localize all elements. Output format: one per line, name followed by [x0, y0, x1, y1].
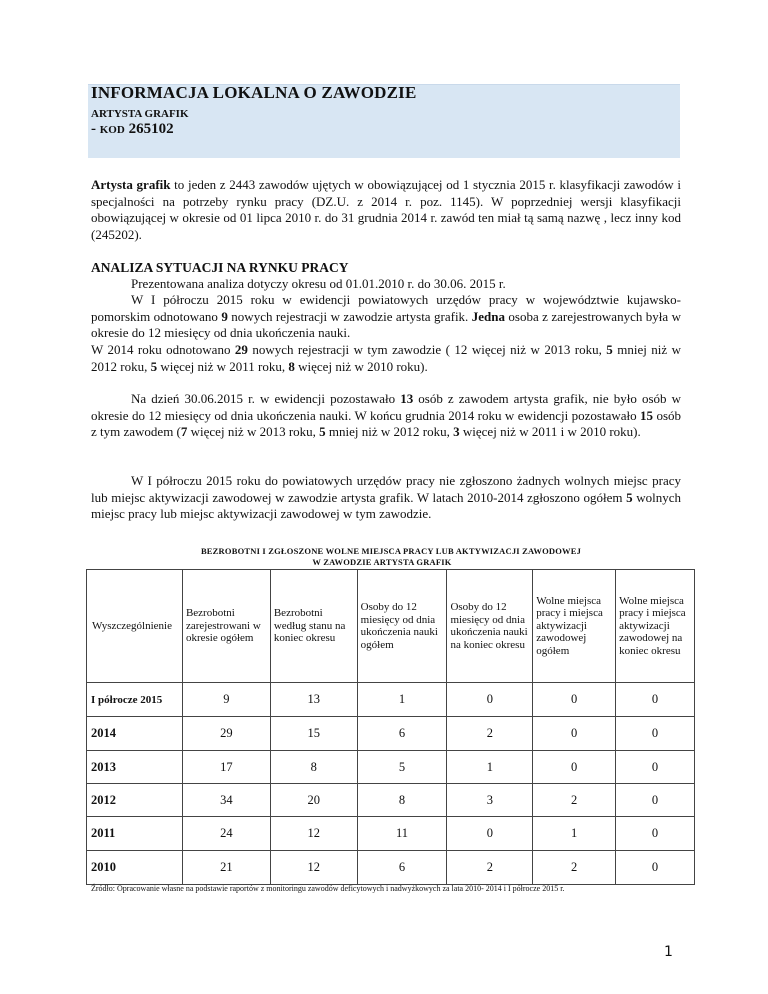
table-cell: 2: [447, 851, 533, 885]
table-cell: 0: [533, 683, 616, 717]
table-cell: 13: [270, 683, 357, 717]
table-cell: 6: [357, 851, 447, 885]
header-cell: Bezrobotni według stanu na koniec okresu: [270, 570, 357, 683]
p3-text-a: W 2014 roku odnotowano: [91, 342, 235, 357]
table-cell: 0: [616, 683, 695, 717]
table-row: [87, 784, 695, 817]
analysis-title: ANALIZA SYTUACJI NA RYNKU PRACY: [91, 260, 349, 275]
p3-num-4: 8: [288, 358, 295, 374]
source-note: Źródło: Opracowanie własne na podstawie raportów z monitoringu zawodów deficytowych i nadwyżkowych za lata 2010- 2014 i I półrocze 2015 r.: [91, 884, 565, 893]
header-cell: Wolne miejsca pracy i miejsca aktywizacji zawodowej na koniec okresu: [616, 570, 695, 683]
header-cell: Osoby do 12 miesięcy od dnia ukończenia nauki na koniec okresu: [447, 570, 533, 683]
table-cell: 1: [533, 817, 616, 851]
p4-text-c: osób z tym zawodem (: [91, 407, 682, 439]
row-label: 2013: [87, 751, 183, 784]
intro-text: to jeden z 2443 zawodów ujętych w obowiązującej od 1 stycznia 2015 r. klasyfikacji zawodów i specjalności na potrzeby rynku pracy (DZ.U. z 2014 r. poz. 1145). W poprzedniej wersji klasyfikacji obowiązującej w okresie od 01 lipca 2010 r. do 31 grudnia 2014 r. zawód ten miał tą samą nazwę , lecz inny kod (245202).: [91, 177, 681, 242]
intro-lead: Artysta grafik: [91, 177, 171, 192]
table-cell: 15: [270, 717, 357, 751]
table-cell: 11: [357, 817, 447, 851]
analysis-p1: Prezentowana analiza dotyczy okresu od 01.01.2010 r. do 30.06. 2015 r.: [131, 276, 506, 291]
table-cell: 12: [270, 817, 357, 851]
table-cell: 17: [182, 751, 270, 784]
table-cell: 29: [182, 717, 270, 751]
p4-num-2: 15: [640, 407, 654, 423]
row-label: 2010: [87, 851, 183, 885]
table-cell: 12: [270, 851, 357, 885]
analysis-p4: [91, 391, 681, 441]
table-cell: 34: [182, 784, 270, 817]
p4-num-4: 5: [319, 424, 326, 439]
table-cell: 8: [270, 751, 357, 784]
table-cell: 0: [616, 784, 695, 817]
p5-num-1: 5: [626, 489, 633, 505]
document-title: INFORMACJA LOKALNA O ZAWODZIE: [91, 83, 417, 102]
table-row: [87, 717, 695, 751]
table-cell: 0: [447, 683, 533, 717]
p4-text-b: osób z zawodem artysta grafik, nie było osób w okresie do 12 miesięcy od dnia ukończenia nauki. W końcu grudnia 2014 roku w ewidencji pozostawało: [91, 391, 681, 423]
p4-num-5: 3: [453, 424, 460, 439]
analysis-p3: [91, 342, 681, 375]
p4-text-d: więcej niż w 2013 roku,: [187, 424, 320, 439]
p2-text-b: nowych rejestracji w zawodzie artysta grafik.: [227, 308, 472, 324]
table-row: [87, 851, 695, 885]
row-label: 2011: [87, 817, 183, 851]
table-cell: 1: [357, 683, 447, 717]
p5-text-a: W I półroczu 2015 roku do powiatowych urzędów pracy nie zgłoszono żadnych wolnych miejsc pracy lub miejsc aktywizacji zawodowej w zawodzie artysta grafik. W latach 2010-2014 zgłoszono ogółem: [91, 473, 681, 505]
p4-text-f: więcej niż w 2011 i w 2010 roku).: [459, 424, 641, 439]
table-cell: 0: [616, 817, 695, 851]
analysis-p2: [91, 292, 681, 342]
table-cell: 2: [447, 717, 533, 751]
table-cell: 8: [357, 784, 447, 817]
p4-text-a: Na dzień 30.06.2015 r. w ewidencji pozostawało: [131, 391, 401, 406]
table-row: [87, 817, 695, 851]
table-cell: 1: [447, 751, 533, 784]
table-cell: 3: [447, 784, 533, 817]
table-cell: 0: [533, 717, 616, 751]
table-cell: 9: [182, 683, 270, 717]
header-cell: Wyszczególnienie: [87, 570, 183, 683]
p4-num-3: 7: [180, 424, 188, 439]
header-cell: Bezrobotni zarejestrowani w okresie ogółem: [182, 570, 270, 683]
p3-text-e: więcej niż w 2010 roku).: [294, 358, 428, 374]
table-cell: 0: [616, 851, 695, 885]
p4-num-1: 13: [400, 391, 414, 406]
document-subtitle: ARTYSTA GRAFIK: [91, 108, 189, 120]
row-label: I półrocze 2015: [87, 683, 183, 717]
code-value: 265102: [124, 121, 174, 137]
data-table: [86, 569, 695, 885]
row-label: 2012: [87, 784, 183, 817]
table-cell: 0: [616, 751, 695, 784]
table-cell: 20: [270, 784, 357, 817]
table-row: [87, 683, 695, 717]
p2-text-c: osoba z zarejestrowanych była w okresie do 12 miesięcy od dnia ukończenia nauki.: [91, 308, 681, 340]
p3-num-2: 5: [606, 342, 613, 357]
table-cell: 21: [182, 851, 270, 885]
p2-text-a: W I półroczu 2015 roku w ewidencji powiatowych urzędów pracy w województwie kujawsko-pomorskim odnotowano: [91, 292, 681, 324]
table-title-line-2: W ZAWODZIE ARTYSTA GRAFIK: [312, 557, 452, 567]
intro-paragraph: [91, 177, 681, 243]
p3-text-b: nowych rejestracji w tym zawodzie ( 12 więcej niż w 2013 roku,: [247, 342, 607, 357]
row-label: 2014: [87, 717, 183, 751]
p3-text-c: mniej niż w 2012 roku,: [91, 342, 681, 374]
p2-bold-2: Jedna: [471, 308, 505, 324]
analysis-p5: [91, 473, 681, 523]
p2-num-1: 9: [221, 308, 228, 324]
table-cell: 0: [533, 751, 616, 784]
p3-num-3: 5: [150, 358, 158, 374]
table-cell: 5: [357, 751, 447, 784]
table-row: [87, 751, 695, 784]
table-cell: 2: [533, 851, 616, 885]
table-cell: 0: [616, 717, 695, 751]
p3-text-d: więcej niż w 2011 roku,: [157, 358, 289, 374]
code-prefix: -: [91, 121, 100, 137]
p5-text-b: wolnych miejsc pracy lub miejsc aktywizacji zawodowej w tym zawodzie.: [91, 489, 681, 521]
table-cell: 6: [357, 717, 447, 751]
p3-num-1: 29: [234, 342, 248, 357]
header-cell: Wolne miejsca pracy i miejsca aktywizacji zawodowej ogółem: [533, 570, 616, 683]
p4-text-e: mniej niż w 2012 roku,: [325, 424, 454, 439]
header-cell: Osoby do 12 miesięcy od dnia ukończenia nauki ogółem: [357, 570, 447, 683]
table-cell: 0: [447, 817, 533, 851]
page-number: 1: [664, 944, 673, 960]
table-title-line-1: BEZROBOTNI I ZGŁOSZONE WOLNE MIEJSCA PRACY LUB AKTYWIZACJI ZAWODOWEJ: [200, 546, 582, 556]
table-cell: 2: [533, 784, 616, 817]
table-cell: 24: [182, 817, 270, 851]
code-label: KOD: [99, 124, 125, 136]
table-header-row: [87, 570, 695, 683]
occupation-code: [91, 121, 174, 138]
